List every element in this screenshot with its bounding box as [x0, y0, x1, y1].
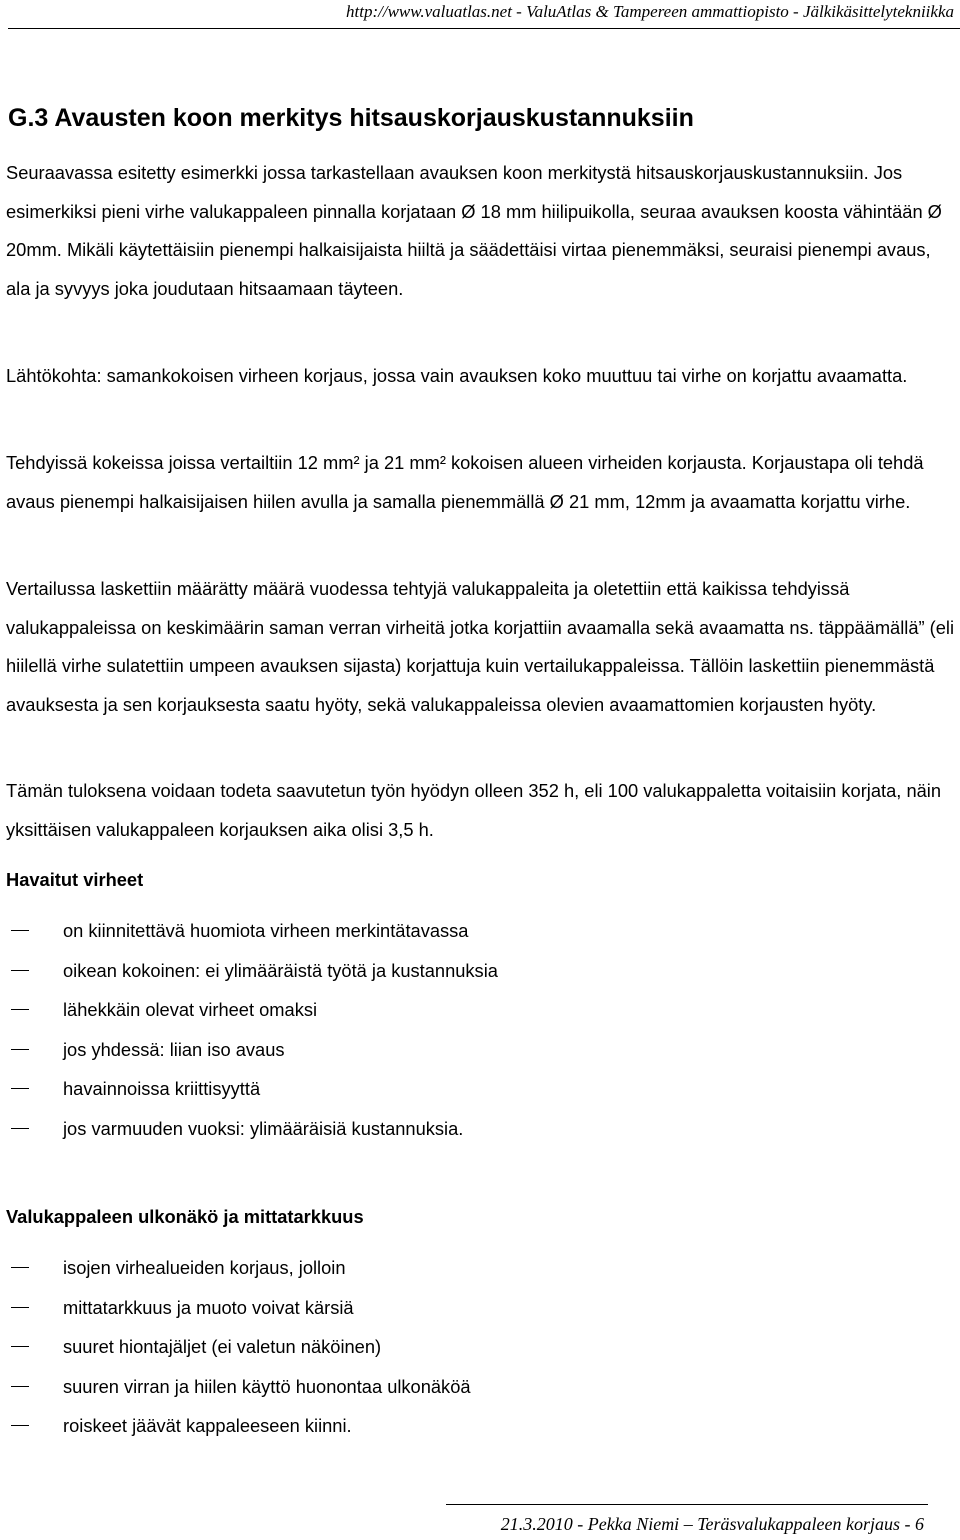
dash-bullet-icon [11, 1088, 29, 1089]
list-item-text: lähekkäin olevat virheet omaksi [63, 999, 318, 1021]
dash-bullet-icon [11, 1307, 29, 1308]
footer-divider [446, 1504, 928, 1505]
paragraph-comparison: Vertailussa laskettiin määrätty määrä vuodessa tehtyjä valukappaleita ja oletettiin että kaikissa tehdyissä valukappaleissa on keskimäärin saman verran virheitä jotka korjattiin avaamalla sekä avaamatta ns. täppäämällä” (eli hiilellä virhe sulatettiin umpeen avauksen sijasta) korjattuja kuin vertailukappaleissa. Tällöin laskettiin pienemmästä avauksesta ja sen korjauksesta saatu hyöty, sekä valukappaleissa olevien avaamattomien korjausten hyöty. [6, 578, 955, 715]
appearance-list [6, 1248, 471, 1446]
dash-bullet-icon [11, 1346, 29, 1347]
dash-bullet-icon [11, 930, 29, 931]
page-footer: 21.3.2010 - Pekka Niemi – Teräsvalukappaleen korjaus - 6 [500, 1514, 924, 1534]
list-item-text: mittatarkkuus ja muoto voivat kärsiä [63, 1296, 354, 1318]
list-item [6, 990, 498, 1030]
list-item [6, 1406, 471, 1446]
dash-bullet-icon [11, 1049, 29, 1050]
dash-bullet-icon [11, 970, 29, 971]
list-item-text: jos yhdessä: liian iso avaus [63, 1038, 285, 1060]
paragraph-starting-point: Lähtökohta: samankokoisen virheen korjaus, jossa vain avauksen koko muuttuu tai virhe on korjattu avaamatta. [6, 365, 908, 386]
list-item-text: havainnoissa kriittisyyttä [63, 1078, 261, 1100]
page-header: http://www.valuatlas.net - ValuAtlas & Tampereen ammattiopisto - Jälkikäsittelytekniikka [346, 2, 954, 21]
list-item [6, 911, 498, 951]
list-item [6, 1327, 471, 1367]
list-item-text: roiskeet jäävät kappaleeseen kiinni. [63, 1415, 352, 1437]
list-item [6, 951, 498, 991]
list-item [6, 1109, 498, 1149]
list-item-text: isojen virhealueiden korjaus, jolloin [63, 1257, 346, 1278]
appearance-heading: Valukappaleen ulkonäkö ja mittatarkkuus [6, 1206, 364, 1227]
list-item [6, 1069, 498, 1109]
dash-bullet-icon [11, 1128, 29, 1129]
section-title: G.3 Avausten koon merkitys hitsauskorjauskustannuksiin [8, 104, 694, 132]
header-divider [8, 28, 960, 29]
list-item-text: on kiinnitettävä huomiota virheen merkintätavassa [63, 920, 469, 941]
list-item-text: oikean kokoinen: ei ylimääräistä työtä ja kustannuksia [63, 959, 498, 981]
dash-bullet-icon [11, 1009, 29, 1010]
list-item [6, 1030, 498, 1070]
dash-bullet-icon [11, 1267, 29, 1268]
paragraph-result: Tämän tuloksena voidaan todeta saavutetun työn hyödyn olleen 352 h, eli 100 valukappaletta voitaisiin korjata, näin yksittäisen valukappaleen korjauksen aika olisi 3,5 h. [6, 780, 942, 840]
defects-list [6, 911, 498, 1149]
list-item [6, 1367, 471, 1407]
dash-bullet-icon [11, 1386, 29, 1387]
paragraph-experiments: Tehdyissä kokeissa joissa vertailtiin 12 mm² ja 21 mm² kokoisen alueen virheiden korjausta. Korjaustapa oli tehdä avaus pienempi halkaisijaisen hiilen avulla ja samalla pienemmällä Ø 21 mm, 12mm ja avaamatta korjattu virhe. [6, 452, 924, 512]
list-item-text: suuren virran ja hiilen käyttö huonontaa ulkonäköä [63, 1375, 471, 1397]
list-item-text: suuret hiontajäljet (ei valetun näköinen) [63, 1336, 382, 1358]
dash-bullet-icon [11, 1425, 29, 1426]
defects-heading: Havaitut virheet [6, 869, 144, 890]
list-item [6, 1288, 471, 1328]
list-item-text: jos varmuuden vuoksi: ylimääräisiä kustannuksia. [63, 1117, 464, 1139]
list-item [6, 1248, 471, 1288]
paragraph-intro: Seuraavassa esitetty esimerkki jossa tarkastellaan avauksen koon merkitystä hitsauskorjauskustannuksiin. Jos esimerkiksi pieni virhe valukappaleen pinnalla korjataan Ø 18 mm hiilipuikolla, seuraa avauksen koosta vähintään Ø 20mm. Mikäli käytettäisiin pienempi halkaisijaista hiiltä ja säädettäisi virtaa pienemmäksi, seuraisi pienempi avaus, ala ja syvyys joka joudutaan hitsaamaan täyteen. [6, 162, 942, 299]
